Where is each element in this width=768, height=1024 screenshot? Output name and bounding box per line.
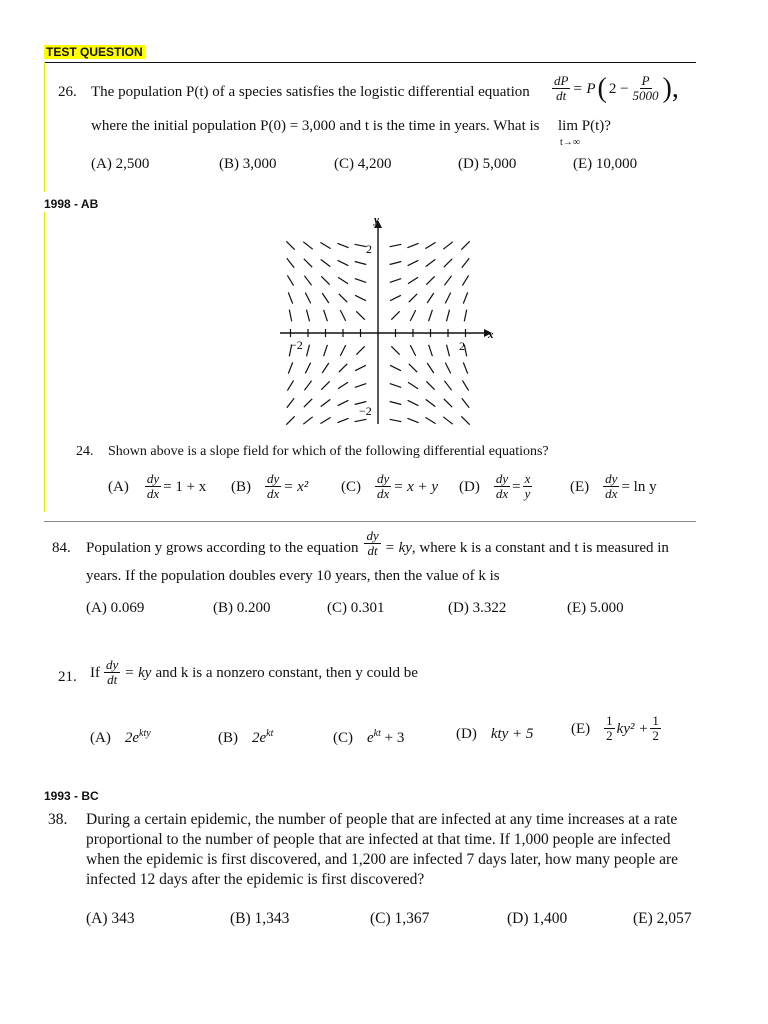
- slope-segment: [305, 293, 310, 304]
- slope-segment: [427, 293, 434, 303]
- y-axis-label: y: [374, 214, 379, 226]
- slope-segment: [461, 416, 469, 424]
- q24-choice-c: (C) $\frac{dy}{dx}$ = x + y: [341, 471, 439, 501]
- q84-line1: Population y grows according to the equation $\frac{dy}{dt}$ = ky , where k is a constant and t is measured in: [86, 527, 669, 558]
- slope-segment: [463, 292, 467, 303]
- slope-segment: [410, 345, 415, 356]
- slope-segment: [390, 295, 401, 300]
- q24-choice-d: (D) $\frac{dy}{dx}$ = $\frac{x}{y}$: [459, 471, 531, 501]
- q21-choice-b: (B) $2e^{kt}$: [218, 728, 274, 746]
- q24-number: 24.: [76, 444, 94, 459]
- slope-segment: [356, 346, 364, 354]
- header-rule: [44, 62, 696, 63]
- slope-segment: [339, 294, 347, 302]
- slope-segment: [338, 400, 349, 405]
- slope-segment: [304, 276, 311, 286]
- q26-number: 26.: [58, 84, 77, 100]
- slope-segment: [337, 243, 348, 247]
- slope-segment: [444, 399, 452, 407]
- q26-limit: lim P(t)? t→∞: [558, 118, 611, 148]
- q38-line2: proportional to the number of people that are infected at that time. If 1,000 people are infected: [86, 831, 671, 848]
- q26-choice-b: (B) 3,000: [219, 156, 277, 172]
- q38-choice-d: (D) 1,400: [507, 910, 568, 927]
- slope-segment: [287, 380, 293, 390]
- slope-segment: [427, 363, 434, 373]
- q38-line3: when the epidemic is first discovered, and 1,200 are infected 7 days later, how many people are: [86, 851, 679, 868]
- slope-segment: [287, 258, 294, 267]
- slope-segment: [286, 241, 294, 249]
- slope-segment: [445, 293, 450, 304]
- slope-segment: [338, 260, 349, 265]
- slope-segment: [390, 365, 401, 370]
- slope-segment: [390, 244, 402, 246]
- slope-segment: [463, 362, 467, 373]
- slope-segment: [307, 310, 310, 322]
- slope-segment: [355, 384, 366, 388]
- slope-segment: [408, 260, 419, 265]
- slope-segment: [355, 279, 366, 283]
- slope-segment: [340, 310, 345, 321]
- q26-choice-c: (C) 4,200: [334, 156, 392, 172]
- slope-segment: [443, 417, 452, 424]
- slope-segment: [355, 419, 367, 421]
- slope-segment: [445, 363, 450, 374]
- slope-segment: [289, 310, 291, 322]
- slope-segment: [307, 345, 310, 357]
- q84-choice-a: (A) 0.069: [86, 600, 145, 616]
- slope-segment: [425, 242, 435, 248]
- slope-segment: [304, 399, 312, 407]
- slope-segment: [304, 259, 312, 267]
- slope-segment: [288, 292, 292, 303]
- slope-segment: [324, 310, 328, 321]
- slope-segment: [447, 345, 450, 357]
- slope-segment: [337, 418, 348, 422]
- slope-segment: [288, 362, 292, 373]
- slope-segment: [390, 262, 402, 265]
- q21-choice-e: (E) $\frac{1}{2}$ ky² + $\frac{1}{2}$: [571, 713, 659, 743]
- slope-segment: [444, 259, 452, 267]
- q84-choice-c: (C) 0.301: [327, 600, 385, 616]
- slope-segment: [390, 384, 401, 388]
- slope-segment: [324, 345, 328, 356]
- slope-segment: [462, 258, 469, 267]
- q21-choice-a: (A) $2e^{kty}$: [90, 728, 151, 746]
- slope-segment: [305, 363, 310, 374]
- highlight-bar: [44, 62, 45, 192]
- slope-segment: [321, 381, 329, 389]
- slope-segment: [447, 310, 450, 322]
- q24-choice-a: (A) $\frac{dy}{dx}$ = 1 + x: [108, 471, 207, 501]
- slope-segment: [462, 398, 469, 407]
- q38-choice-e: (E) 2,057: [633, 910, 692, 927]
- q84-choice-d: (D) 3.322: [448, 600, 507, 616]
- q84-choice-b: (B) 0.200: [213, 600, 271, 616]
- slope-segment: [409, 294, 417, 302]
- slope-segment: [287, 398, 294, 407]
- slope-segment: [408, 400, 419, 405]
- q24-choice-e: (E) $\frac{dy}{dx}$ = ln y: [570, 471, 657, 501]
- slope-segment: [338, 277, 348, 284]
- slope-segment: [426, 259, 436, 266]
- q84-line2: years. If the population doubles every 10 years, then the value of k is: [86, 568, 500, 584]
- slope-segment: [356, 311, 364, 319]
- slope-segment: [462, 275, 468, 285]
- q26-choice-e: (E) 10,000: [573, 156, 638, 172]
- slope-segment: [408, 382, 418, 389]
- q21-line: If $\frac{dy}{dt}$ = ky and k is a nonzero constant, then y could be: [90, 657, 418, 687]
- slope-segment: [444, 381, 451, 391]
- slope-segment: [409, 364, 417, 372]
- slope-segment: [321, 259, 331, 266]
- q26-choice-d: (D) 5,000: [458, 156, 517, 172]
- q21-number: 21.: [58, 669, 77, 685]
- tick-label-ym2: −2: [359, 404, 372, 418]
- q24-choice-b: (B) $\frac{dy}{dx}$ = x²: [231, 471, 309, 501]
- slope-segment: [322, 293, 329, 303]
- q38-line4: infected 12 days after the epidemic is first discovered?: [86, 871, 425, 888]
- slope-segment: [407, 243, 418, 247]
- slope-segment: [426, 381, 434, 389]
- slope-segment: [355, 262, 367, 265]
- q26-text-a: The population P(t) of a species satisfies the logistic differential equation: [91, 84, 530, 100]
- test-question-label: TEST QUESTION: [46, 45, 143, 59]
- q38-choice-c: (C) 1,367: [370, 910, 430, 927]
- q26-equation: $\frac{dP}{dt}$ = P ( 2 − $\frac{P}{5000}$ ),: [554, 72, 679, 104]
- section-1993-label: 1993 - BC: [44, 789, 99, 803]
- q26-choice-a: (A) 2,500: [91, 156, 150, 172]
- q84-number: 84.: [52, 540, 71, 556]
- slope-segment: [339, 364, 347, 372]
- slope-segment: [464, 310, 466, 322]
- q21-choice-d: (D) kty + 5: [456, 726, 534, 742]
- slope-segment: [320, 417, 330, 423]
- slope-segment: [461, 241, 469, 249]
- slope-segment: [443, 242, 452, 249]
- q26-text-b: where the initial population P(0) = 3,000 and t is the time in years. What is: [91, 118, 540, 134]
- q84-choice-e: (E) 5.000: [567, 600, 624, 616]
- slope-segment: [303, 417, 312, 424]
- divider-1: [44, 521, 696, 522]
- slope-segment: [286, 416, 294, 424]
- slope-segment: [355, 365, 366, 370]
- slope-segment: [407, 418, 418, 422]
- slope-segment: [462, 380, 468, 390]
- tick-label-x2: 2: [459, 339, 465, 353]
- slope-segment: [320, 242, 330, 248]
- slope-segment: [322, 363, 329, 373]
- x-axis-label: x: [488, 329, 494, 341]
- section-1998-label: 1998 - AB: [44, 197, 99, 211]
- tick-label-xm2: −2: [290, 338, 303, 352]
- q24-text: Shown above is a slope field for which of the following differential equations?: [108, 444, 549, 459]
- slope-segment: [390, 419, 402, 421]
- slope-segment: [355, 244, 367, 246]
- q21-choice-c: (C) $e^{kt} + 3$: [333, 728, 405, 746]
- section-1998-bar: [44, 212, 45, 512]
- slope-segment: [429, 310, 433, 321]
- slope-segment: [408, 277, 418, 284]
- slope-segment: [410, 310, 415, 321]
- slope-segment: [304, 381, 311, 391]
- slope-segment: [425, 417, 435, 423]
- q38-choice-b: (B) 1,343: [230, 910, 290, 927]
- slope-field: [278, 212, 498, 432]
- slope-segment: [355, 295, 366, 300]
- q38-number: 38.: [48, 811, 68, 828]
- slope-segment: [444, 276, 451, 286]
- slope-segment: [426, 276, 434, 284]
- slope-segment: [426, 399, 436, 406]
- tick-label-y2: 2: [366, 242, 372, 256]
- slope-segment: [391, 311, 399, 319]
- slope-segment: [287, 275, 293, 285]
- slope-segment: [303, 242, 312, 249]
- slope-segment: [340, 345, 345, 356]
- q38-line1: During a certain epidemic, the number of people that are infected at any time increases at a rate: [86, 811, 678, 828]
- slope-segment: [429, 345, 433, 356]
- slope-segment: [338, 382, 348, 389]
- slope-segment: [321, 399, 331, 406]
- slope-segment: [390, 279, 401, 283]
- q38-choice-a: (A) 343: [86, 910, 135, 927]
- slope-segment: [391, 346, 399, 354]
- slope-segment: [321, 276, 329, 284]
- slope-segment: [390, 402, 402, 405]
